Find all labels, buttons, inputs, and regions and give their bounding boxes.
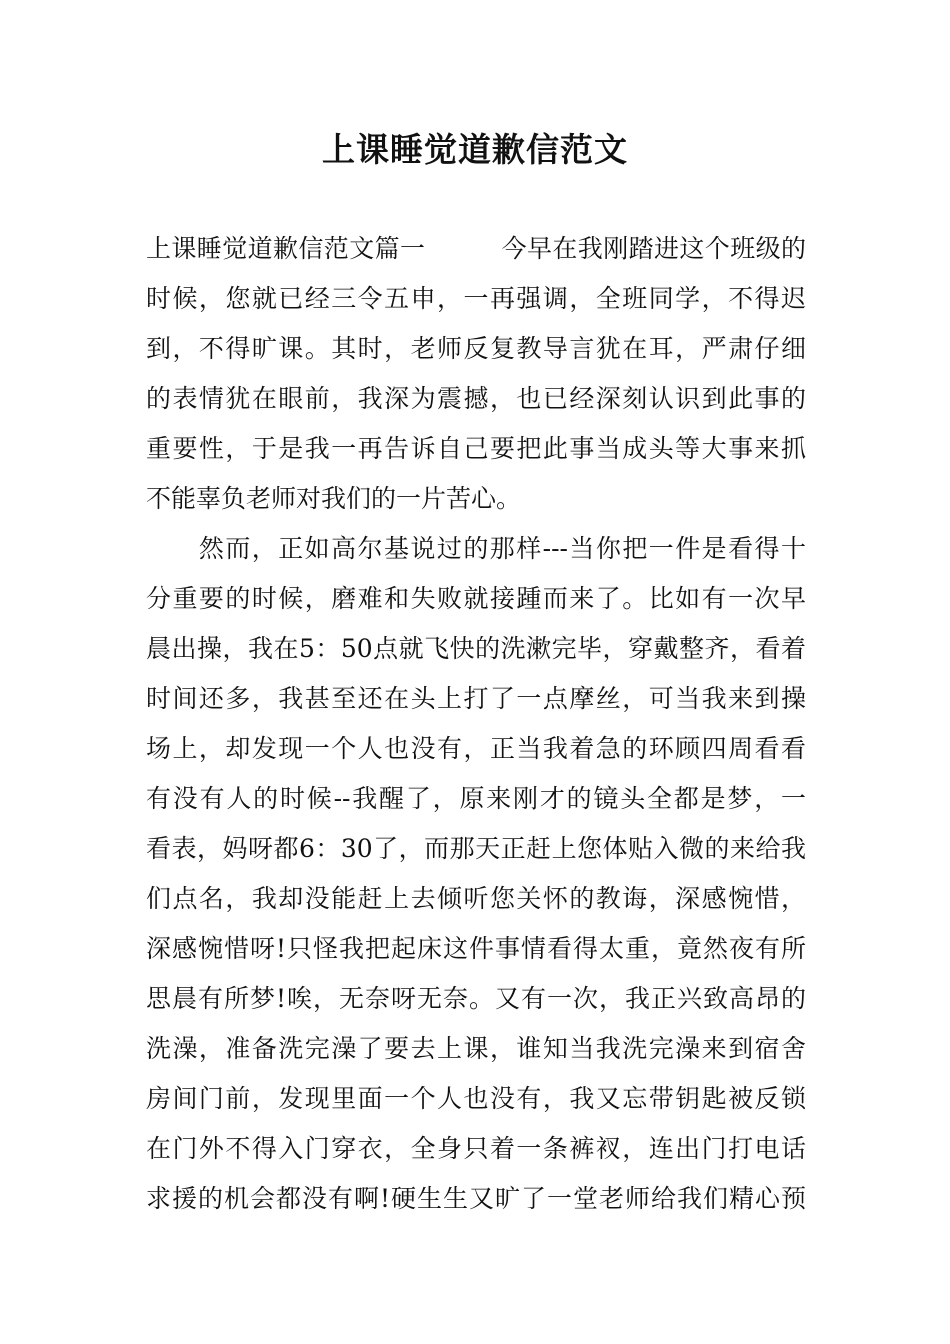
text-line: 晨出操，我在5：50点就飞快的洗漱完毕，穿戴整齐，看着: [146, 634, 806, 663]
text-line: 洗澡，准备洗完澡了要去上课，谁知当我洗完澡来到宿舍: [146, 1034, 806, 1063]
text-line: 思晨有所梦!唉，无奈呀无奈。又有一次，我正兴致高昂的: [146, 984, 806, 1013]
text-line: 时候，您就已经三令五申，一再强调，全班同学，不得迟: [146, 284, 806, 313]
document-body: [146, 229, 806, 1229]
text-line: 看表，妈呀都6：30了，而那天正赶上您体贴入微的来给我: [146, 834, 806, 863]
text-line: 到，不得旷课。其时，老师反复教导言犹在耳，严肃仔细: [146, 334, 806, 363]
text-line: 不能辜负老师对我们的一片苦心。: [146, 484, 522, 513]
text-line: 在门外不得入门穿衣，全身只着一条裤衩，连出门打电话: [146, 1134, 806, 1163]
text-line: 然而，正如高尔基说过的那样---当你把一件是看得十: [146, 534, 806, 563]
text-line: 深感惋惜呀!只怪我把起床这件事情看得太重，竟然夜有所: [146, 934, 806, 963]
text-line: 房间门前，发现里面一个人也没有，我又忘带钥匙被反锁: [146, 1084, 806, 1113]
text-line: 求援的机会都没有啊!硬生生又旷了一堂老师给我们精心预: [146, 1184, 806, 1213]
text-line: 的表情犹在眼前，我深为震撼，也已经深刻认识到此事的: [146, 384, 806, 413]
text-line: 上课睡觉道歉信范文篇一 今早在我刚踏进这个班级的: [146, 234, 806, 263]
text-line: 有没有人的时候--我醒了，原来刚才的镜头全都是梦，一: [146, 784, 806, 813]
document-title: 上课睡觉道歉信范文: [322, 130, 628, 169]
text-line: 们点名，我却没能赶上去倾听您关怀的教诲，深感惋惜，: [146, 884, 806, 913]
text-line: 场上，却发现一个人也没有，正当我着急的环顾四周看看: [146, 734, 806, 763]
text-line: 时间还多，我甚至还在头上打了一点摩丝，可当我来到操: [146, 684, 806, 713]
text-line: 分重要的时候，磨难和失败就接踵而来了。比如有一次早: [146, 584, 806, 613]
text-line: 重要性，于是我一再告诉自己要把此事当成头等大事来抓: [146, 434, 806, 463]
